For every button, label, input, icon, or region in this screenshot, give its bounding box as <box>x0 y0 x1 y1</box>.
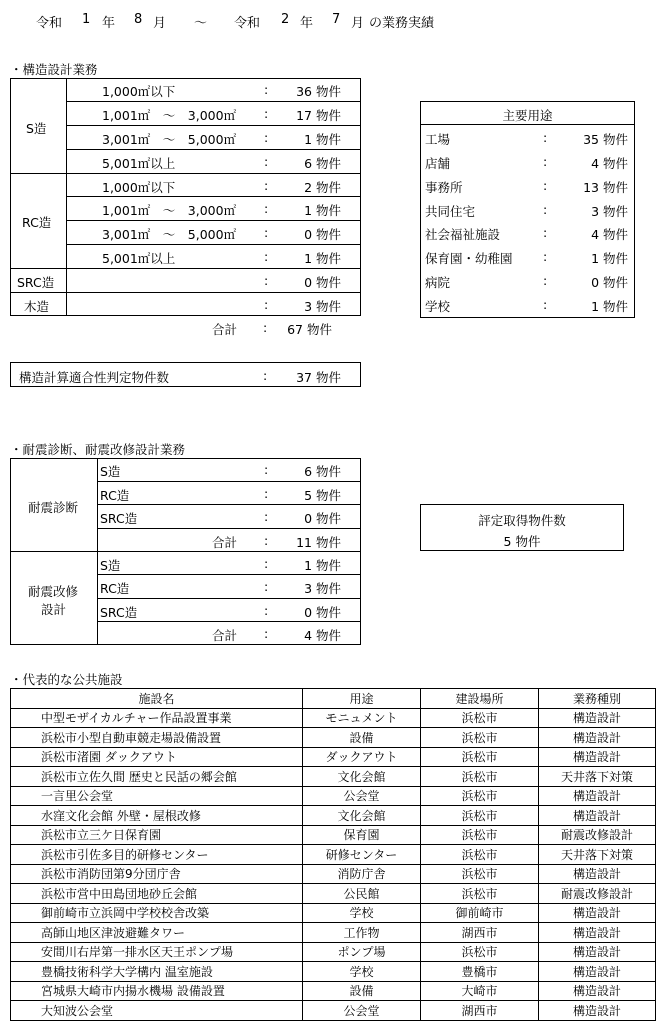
colon: : <box>264 130 269 145</box>
type-label: RC造 <box>100 488 130 503</box>
table-row <box>11 806 656 826</box>
judgment-count: 37 物件 <box>296 370 341 385</box>
range-label: 3,001㎡ ～ 5,000㎡ <box>102 132 237 147</box>
col-header: 業務種別 <box>539 689 656 709</box>
table-row <box>11 786 656 806</box>
use-name: 共同住宅 <box>425 204 476 219</box>
group-label-s: S造 <box>26 121 47 136</box>
table-row <box>11 747 656 767</box>
range-label: 1,001㎡ ～ 3,000㎡ <box>102 203 237 218</box>
facility-service: 構造設計 <box>539 942 656 962</box>
public-heading: ・代表的な公共施設 <box>10 672 123 687</box>
facility-name: 中型モザイカルチャー作品設置事業 <box>11 708 303 728</box>
range-label: 5,001㎡以上 <box>102 251 176 266</box>
facility-service: 構造設計 <box>539 962 656 982</box>
use-count: 1 物件 <box>591 251 628 266</box>
facility-name: 浜松市消防団第9分団庁舎 <box>11 864 303 884</box>
facility-use: 消防庁舎 <box>303 864 421 884</box>
facility-use: 保育園 <box>303 825 421 845</box>
col-header: 施設名 <box>11 689 303 709</box>
facility-location: 大崎市 <box>421 981 539 1001</box>
colon: : <box>264 579 269 594</box>
facility-location: 浜松市 <box>421 786 539 806</box>
use-count: 4 物件 <box>591 227 628 242</box>
facility-service: 構造設計 <box>539 728 656 748</box>
colon: : <box>264 462 269 477</box>
facility-use: 学校 <box>303 962 421 982</box>
use-count: 35 物件 <box>583 132 628 147</box>
col-header: 建設場所 <box>421 689 539 709</box>
table-row <box>11 825 656 845</box>
facility-name: 浜松市営中田島団地砂丘会館 <box>11 884 303 904</box>
facility-use: 公民館 <box>303 884 421 904</box>
structural-total: 67 物件 <box>287 322 332 337</box>
use-name: 学校 <box>425 299 451 314</box>
seismic-diag-total: 11 物件 <box>296 535 341 550</box>
facility-use: 公会堂 <box>303 1001 421 1021</box>
facility-service: 構造設計 <box>539 864 656 884</box>
use-name: 保育園・幼稚園 <box>425 251 513 266</box>
facility-use: 設備 <box>303 728 421 748</box>
facility-service: 天井落下対策 <box>539 767 656 787</box>
colon: : <box>264 201 269 216</box>
facility-service: 構造設計 <box>539 923 656 943</box>
seismic-table <box>10 458 361 645</box>
rating-title: 評定取得物件数 <box>478 513 566 528</box>
uses-box <box>420 101 635 318</box>
structural-total-label: 合計 <box>212 322 238 337</box>
colon: : <box>264 509 269 524</box>
judgment-label: 構造計算適合性判定物件数 <box>19 370 170 385</box>
colon: : <box>264 486 269 501</box>
facility-service: 天井落下対策 <box>539 845 656 865</box>
colon: : <box>264 603 269 618</box>
col-header: 用途 <box>303 689 421 709</box>
colon: : <box>264 225 269 240</box>
use-name: 社会福祉施設 <box>425 227 501 242</box>
facility-use: 研修センター <box>303 845 421 865</box>
table-row <box>11 728 656 748</box>
use-name: 病院 <box>425 275 451 290</box>
facility-name: 大知波公会堂 <box>11 1001 303 1021</box>
facility-location: 豊橋市 <box>421 962 539 982</box>
facility-service: 構造設計 <box>539 1001 656 1021</box>
facility-name: 浜松市引佐多目的研修センター <box>11 845 303 865</box>
use-count: 3 物件 <box>591 204 628 219</box>
table-row <box>11 708 656 728</box>
use-name: 店舗 <box>425 156 451 171</box>
colon: : <box>264 533 269 548</box>
facility-use: 公会堂 <box>303 786 421 806</box>
table-row <box>11 884 656 904</box>
use-name: 工場 <box>425 132 451 147</box>
table-row <box>11 1001 656 1021</box>
total-label: 合計 <box>212 535 238 550</box>
facility-name: 浜松市立三ケ日保育園 <box>11 825 303 845</box>
facility-name: 浜松市渚園 ダックアウト <box>11 747 303 767</box>
count-value: 0 物件 <box>304 275 341 290</box>
table-header-row <box>11 689 656 709</box>
count-value: 5 物件 <box>304 488 341 503</box>
count-value: 1 物件 <box>304 203 341 218</box>
group-label-wood: 木造 <box>24 299 50 314</box>
colon: : <box>543 178 548 193</box>
facility-location: 浜松市 <box>421 728 539 748</box>
seismic-retro-total: 4 物件 <box>304 628 341 643</box>
facility-name: 宮城県大崎市内揚水機場 設備設置 <box>11 981 303 1001</box>
type-label: SRC造 <box>100 511 138 526</box>
table-row <box>11 981 656 1001</box>
facility-location: 浜松市 <box>421 767 539 787</box>
use-count: 0 物件 <box>591 275 628 290</box>
facility-service: 耐震改修設計 <box>539 884 656 904</box>
facility-location: 浜松市 <box>421 942 539 962</box>
colon: : <box>543 297 548 312</box>
facility-name: 安間川右岸第一排水区天王ポンプ場 <box>11 942 303 962</box>
facility-use: 工作物 <box>303 923 421 943</box>
colon: : <box>264 273 269 288</box>
facility-service: 耐震改修設計 <box>539 825 656 845</box>
table-row <box>11 864 656 884</box>
facility-location: 浜松市 <box>421 708 539 728</box>
type-label: RC造 <box>100 581 130 596</box>
facility-use: ダックアウト <box>303 747 421 767</box>
facility-service: 構造設計 <box>539 981 656 1001</box>
facility-location: 浜松市 <box>421 884 539 904</box>
range-label: 1,000㎡以下 <box>102 84 176 99</box>
use-count: 4 物件 <box>591 156 628 171</box>
count-value: 3 物件 <box>304 299 341 314</box>
count-value: 0 物件 <box>304 511 341 526</box>
seismic-retro-label2: 設計 <box>41 602 67 617</box>
seismic-retro-label1: 耐震改修 <box>28 584 79 599</box>
facility-use: 文化会館 <box>303 806 421 826</box>
facility-service: 構造設計 <box>539 806 656 826</box>
facility-name: 一言里公会堂 <box>11 786 303 806</box>
facility-location: 浜松市 <box>421 845 539 865</box>
use-count: 13 物件 <box>583 180 628 195</box>
colon: : <box>263 368 268 383</box>
type-label: S造 <box>100 464 121 479</box>
use-count: 1 物件 <box>591 299 628 314</box>
count-value: 6 物件 <box>304 464 341 479</box>
count-value: 3 物件 <box>304 581 341 596</box>
facility-name: 浜松市立佐久間 歴史と民話の郷会館 <box>11 767 303 787</box>
group-label-src: SRC造 <box>17 275 55 290</box>
colon: : <box>264 154 269 169</box>
count-value: 0 物件 <box>304 605 341 620</box>
facility-name: 豊橋技術科学大学構内 温室施設 <box>11 962 303 982</box>
colon: : <box>264 178 269 193</box>
count-value: 17 物件 <box>296 108 341 123</box>
facility-location: 浜松市 <box>421 825 539 845</box>
colon: : <box>264 249 269 264</box>
colon: : <box>264 297 269 312</box>
colon: : <box>543 154 548 169</box>
rating-count: 5 物件 <box>503 534 541 549</box>
seismic-diag-label: 耐震診断 <box>28 500 79 515</box>
table-row <box>11 962 656 982</box>
facility-use: 設備 <box>303 981 421 1001</box>
count-value: 6 物件 <box>304 156 341 171</box>
facility-location: 浜松市 <box>421 864 539 884</box>
colon: : <box>264 556 269 571</box>
facility-service: 構造設計 <box>539 747 656 767</box>
count-value: 0 物件 <box>304 227 341 242</box>
range-label: 5,001㎡以上 <box>102 156 176 171</box>
count-value: 1 物件 <box>304 132 341 147</box>
table-row <box>11 923 656 943</box>
facility-name: 御前崎市立浜岡中学校校舎改築 <box>11 903 303 923</box>
range-label: 1,001㎡ ～ 3,000㎡ <box>102 108 237 123</box>
uses-title: 主要用途 <box>502 108 553 123</box>
colon: : <box>263 320 268 335</box>
table-row <box>11 767 656 787</box>
facility-name: 浜松市小型自動車競走場設備設置 <box>11 728 303 748</box>
group-label-rc: RC造 <box>22 215 52 230</box>
type-label: S造 <box>100 558 121 573</box>
table-row <box>11 845 656 865</box>
facility-location: 浜松市 <box>421 806 539 826</box>
facility-use: 文化会館 <box>303 767 421 787</box>
colon: : <box>264 106 269 121</box>
seismic-heading: ・耐震診断、耐震改修設計業務 <box>10 442 186 457</box>
colon: : <box>264 82 269 97</box>
structural-table <box>10 78 361 316</box>
judgment-box <box>10 362 361 387</box>
colon: : <box>543 202 548 217</box>
total-label: 合計 <box>212 628 238 643</box>
colon: : <box>543 249 548 264</box>
count-value: 1 物件 <box>304 251 341 266</box>
facility-service: 構造設計 <box>539 903 656 923</box>
rating-box <box>420 504 624 551</box>
facility-location: 湖西市 <box>421 923 539 943</box>
facility-use: 学校 <box>303 903 421 923</box>
range-label: 3,001㎡ ～ 5,000㎡ <box>102 227 237 242</box>
facility-location: 湖西市 <box>421 1001 539 1021</box>
facility-location: 御前崎市 <box>421 903 539 923</box>
type-label: SRC造 <box>100 605 138 620</box>
table-row <box>11 903 656 923</box>
count-value: 36 物件 <box>296 84 341 99</box>
colon: : <box>543 273 548 288</box>
public-table <box>10 688 656 1021</box>
range-label: 1,000㎡以下 <box>102 180 176 195</box>
colon: : <box>543 130 548 145</box>
count-value: 2 物件 <box>304 180 341 195</box>
facility-service: 構造設計 <box>539 786 656 806</box>
table-row <box>11 942 656 962</box>
use-name: 事務所 <box>425 180 463 195</box>
facility-use: モニュメント <box>303 708 421 728</box>
colon: : <box>543 225 548 240</box>
structural-heading: ・構造設計業務 <box>10 62 98 77</box>
facility-use: ポンプ場 <box>303 942 421 962</box>
facility-location: 浜松市 <box>421 747 539 767</box>
colon: : <box>264 626 269 641</box>
facility-service: 構造設計 <box>539 708 656 728</box>
count-value: 1 物件 <box>304 558 341 573</box>
facility-name: 水窪文化会館 外壁・屋根改修 <box>11 806 303 826</box>
facility-name: 高師山地区津波避難タワー <box>11 923 303 943</box>
